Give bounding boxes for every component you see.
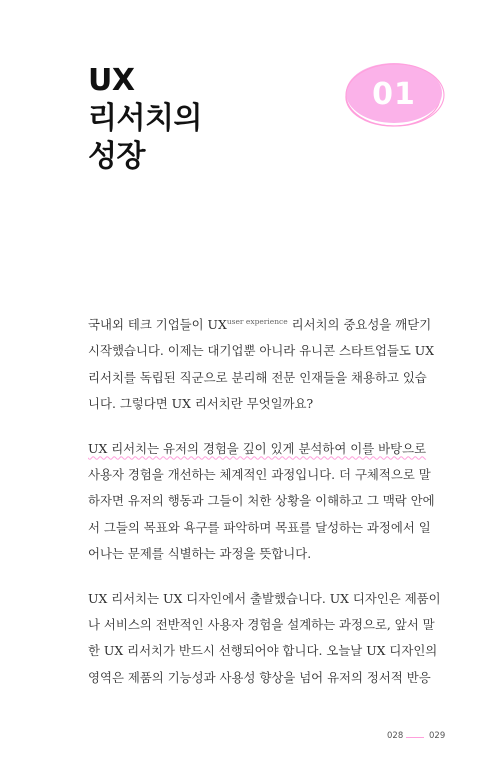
text-segment: 어나는 문제를 식별하는 과정을 뜻합니다. [88,546,312,562]
text-segment: 리서치를 독립된 직군으로 분리해 전문 인재들을 채용하고 있습 [88,369,427,385]
text-segment: 서 그들의 목표와 욕구를 파악하며 목표를 달성하는 과정에서 일 [88,519,431,535]
text-line [88,612,442,638]
page-numbers [387,731,447,745]
text-line [88,462,442,488]
text-line [88,309,442,338]
superscript-gloss: user experience [226,317,288,326]
chapter-title-line-3: 성장 [88,139,145,174]
text-segment: 국내외 테크 기업들이 UX [88,317,227,332]
text-line [88,488,442,514]
text-line [88,586,442,612]
page-number-left: 028 [387,731,404,741]
text-line [88,338,442,364]
chapter-title-line-1: UX [88,63,135,98]
paragraph [88,309,442,418]
page-number-right: 029 [429,731,446,741]
chapter-title [88,62,338,176]
text-segment: 사용자 경험을 개선하는 체계적인 과정입니다. 더 구체적으로 말 [88,467,431,483]
text-line [88,391,442,417]
text-segment: 시작했습니다. 이제는 대기업뿐 아니라 유니콘 스타트업들도 UX [88,343,435,359]
page-number-divider [406,737,424,738]
text-line [88,365,442,391]
text-line [88,436,442,462]
text-segment: 하자면 유저의 행동과 그들이 처한 상황을 이해하고 그 맥락 안에 [88,493,435,509]
chapter-number: 01 [372,76,416,112]
text-line [88,665,442,691]
text-line [88,638,442,664]
text-line [88,541,442,567]
chapter-title-line-2: 리서치의 [88,101,202,136]
chapter-number-badge [338,56,450,136]
body-text [88,309,442,709]
text-segment: 리서치의 중요성을 깨닫기 [287,317,432,332]
text-segment: 한 UX 리서치가 반드시 선행되어야 합니다. 오늘날 UX 디자인의 [88,643,438,659]
text-segment: 니다. 그렇다면 UX 리서치란 무엇일까요? [88,396,314,412]
highlighted-sentence: UX 리서치는 유저의 경험을 깊이 있게 분석하여 이를 바탕으로 [88,440,427,456]
text-segment: UX 리서치는 UX 디자인에서 출발했습니다. UX 디자인은 제품이 [88,590,441,606]
text-segment: 영역은 제품의 기능성과 사용성 향상을 넘어 유저의 정서적 반응 [88,669,431,685]
text-segment: 나 서비스의 전반적인 사용자 경험을 설계하는 과정으로, 앞서 말 [88,617,435,633]
paragraph [88,436,442,568]
paragraph [88,586,442,692]
text-line [88,515,442,541]
